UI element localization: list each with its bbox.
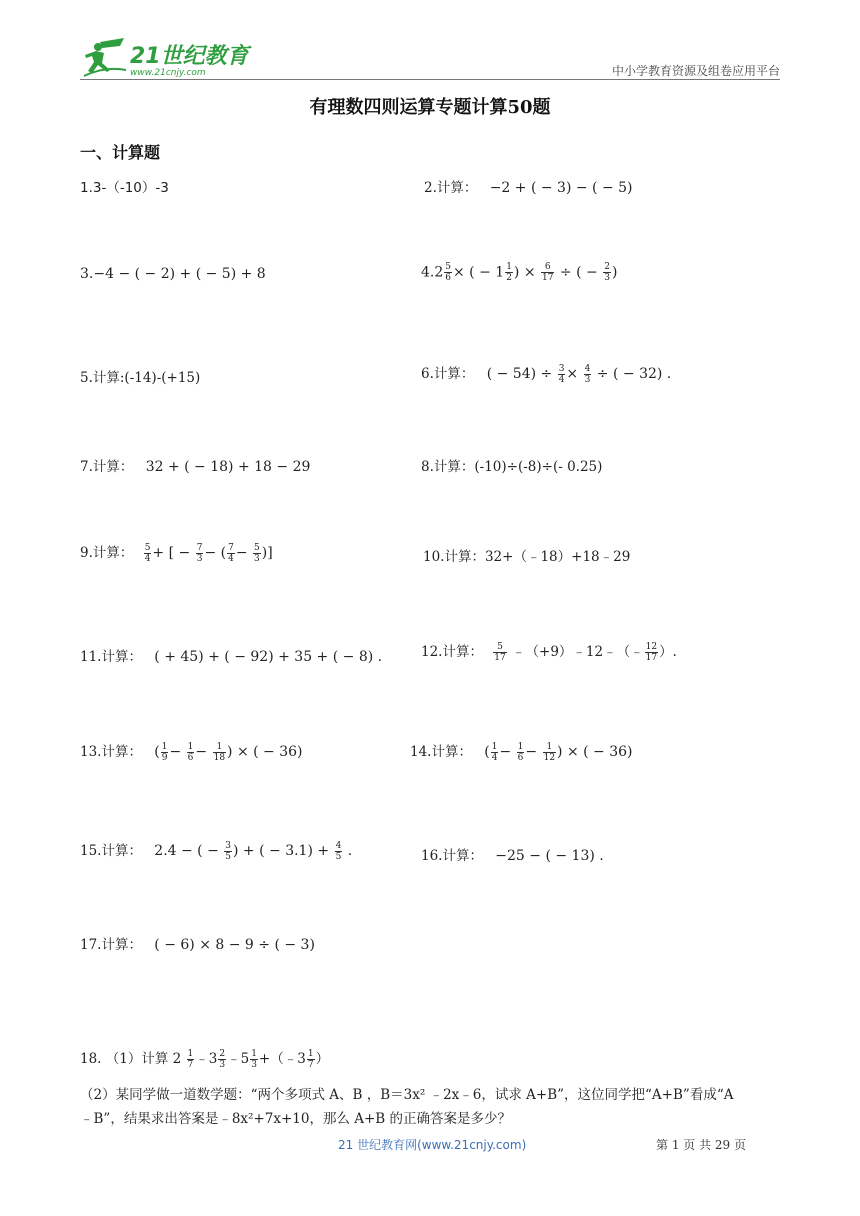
- page-header: [80, 34, 780, 80]
- question-12: 12.计算： $\frac{5}{17}$ ﹣（+9）﹣12﹣（﹣ $\frac{12}{17}$ ）.: [421, 641, 677, 663]
- question-4: 4.2 $\frac{5}{6}$ × ( − 1 $\frac{1}{2}$ ) × $\frac{6}{17}$ ÷ ( − $\frac{2}{3}$ ): [421, 262, 618, 283]
- platform-name: 中小学教育资源及组卷应用平台: [611, 64, 780, 78]
- question-5: 5.计算:(-14)-(+15): [80, 370, 201, 386]
- question-1: 1.3-（-10）-3: [80, 180, 169, 196]
- page-title: 有理数四则运算专题计算50题: [309, 97, 551, 118]
- question-18-part2-line1: （2）某同学做一道数学题：“两个多项式 A、B ，B＝3x² ﹣2x﹣6，试求 A+B”，这位同学把“A+B”看成“A: [80, 1087, 734, 1103]
- question-16: 16.计算： −25 − ( − 13) .: [421, 848, 604, 864]
- question-17: 17.计算： ( − 6) × 8 − 9 ÷ ( − 3): [80, 937, 315, 953]
- question-8: 8.计算：(-10)÷(-8)÷(- 0.25): [421, 459, 603, 475]
- header-divider: [80, 79, 780, 80]
- question-7: 7.计算： 32 + ( − 18) + 18 − 29: [80, 459, 311, 475]
- question-6: 6.计算： ( − 54) ÷ $\frac{3}{4}$ × $\frac{4}{3}$ ÷ ( − 32) .: [421, 363, 672, 385]
- runner-logo-icon: [80, 36, 128, 78]
- question-10: 10.计算：32+（﹣18）+18﹣29: [423, 549, 631, 565]
- question-18-part2-line2: ﹣B”，结果求出答案是﹣8x²+7x+10，那么 A+B 的正确答案是多少？: [80, 1111, 512, 1127]
- logo-url: www.21cnjy.com: [130, 68, 206, 78]
- question-3: 3.−4 − ( − 2) + ( − 5) + 8: [80, 266, 266, 282]
- question-18-part1: 18. （1）计算 2 $\frac{1}{7}$ ﹣3 $\frac{2}{3}$ ﹣5 $\frac{1}{3}$ +（﹣3 $\frac{1}{7}$ ）: [80, 1048, 330, 1070]
- question-2: 2.计算： −2 + ( − 3) − ( − 5): [424, 180, 633, 196]
- question-9: 9.计算： $\frac{5}{4}$ + [ − $\frac{7}{3}$ − ( $\frac{7}{4}$ − $\frac{5}{3}$ )]: [80, 542, 273, 564]
- logo-text: 21世纪教育: [130, 44, 249, 69]
- question-11: 11.计算： ( + 45) + ( − 92) + 35 + ( − 8) .: [80, 649, 383, 665]
- logo: [80, 34, 249, 78]
- question-13: 13.计算： ( $\frac{1}{9}$ − $\frac{1}{6}$ − $\frac{1}{18}$ ) × ( − 36): [80, 741, 303, 763]
- section-heading: 一、计算题: [80, 143, 161, 162]
- footer-link[interactable]: 21 世纪教育网(www.21cnjy.com): [338, 1138, 527, 1152]
- question-14: 14.计算： ( $\frac{1}{4}$ − $\frac{1}{6}$ − $\frac{1}{12}$ ) × ( − 36): [410, 741, 633, 763]
- page-number: 第 1 页 共 29 页: [656, 1138, 746, 1152]
- question-15: 15.计算： 2.4 − ( − $\frac{3}{5}$ ) + ( − 3.1) + $\frac{4}{5}$ .: [80, 840, 353, 862]
